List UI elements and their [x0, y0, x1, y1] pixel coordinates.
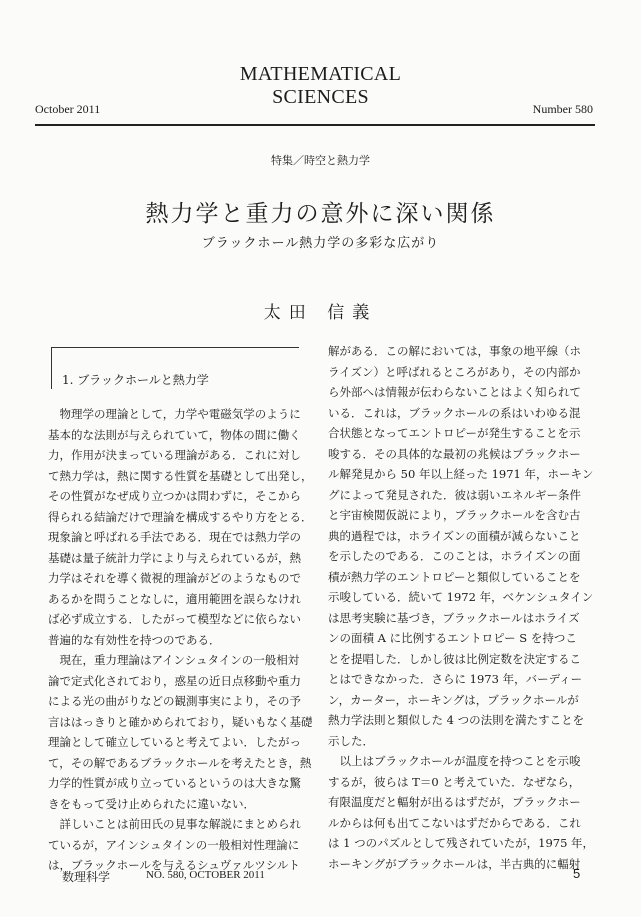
body-line: 物理学の理論として，力学や電磁気学のように	[48, 407, 301, 421]
body-line: ば必ず成立する．したがって模型などに依らない	[48, 612, 301, 626]
body-line: ホーキングがブラックホールは，半古典的に輻射	[328, 856, 581, 871]
body-line: 現象論と呼ばれる手法である．現在では熱力学の	[48, 530, 301, 544]
journal-title-line-1: MATHEMATICAL	[239, 63, 402, 85]
article-subtitle: ブラックホール熱力学の多彩な広がり	[201, 236, 440, 251]
body-line: ル解発見から 50 年以上経った 1971 年，ホーキン	[328, 467, 594, 481]
body-line: を示したのである．このことは，ホライズンの面	[328, 549, 581, 563]
article-title: 熱力学と重力の意外に深い関係	[145, 201, 496, 227]
body-line: 力学はそれを導く微視的理論がどのようなもので	[48, 571, 301, 585]
body-line: 解がある．この解においては，事象の地平線（ホ	[328, 344, 581, 358]
body-line: て熱力学は，熱に関する性質を基礎として出発し，	[48, 468, 313, 483]
journal-title-line-2: SCIENCES	[272, 86, 369, 108]
body-line: 示した．	[328, 733, 374, 748]
issue-date: October 2011	[35, 102, 101, 116]
body-line: ンの面積 A に比例するエントロピー S を持つこ	[328, 631, 577, 645]
body-line: その性質がなぜ成り立つかは問わずに，そこから	[48, 489, 301, 503]
article-body-left-column	[48, 404, 313, 876]
body-line: 理論として確立していると考えてよい．したがっ	[48, 735, 301, 749]
body-line: グによって発見された．彼は弱いエネルギー条件	[328, 487, 581, 502]
body-line: 力，作用が決まっている理論がある．これに対し	[48, 448, 301, 462]
body-line: 積が熱力学のエントロピーと類似していることを	[328, 569, 581, 584]
body-line: による光の曲がりなどの観測事実により，その予	[48, 694, 301, 708]
footer-journal-name: 数理科学	[62, 870, 111, 884]
body-line: 基本的な法則が与えられていて，物体の間に働く	[48, 427, 301, 442]
issue-number: Number 580	[532, 102, 593, 116]
body-line: ライズン）と呼ばれるところがあり，その内部か	[328, 364, 581, 379]
body-line: 普遍的な有効性を持つのである．	[48, 632, 221, 647]
body-line: ているが，アインシュタインの一般相対性理論に	[48, 837, 300, 852]
body-line: 論で定式化されており，惑星の近日点移動や重力	[48, 673, 301, 688]
body-line: と宇宙検閲仮説により，ブラックホールを含む古	[328, 508, 581, 522]
body-line: 唆する．その具体的な最初の兆候はブラックホー	[328, 446, 581, 461]
body-line: 力学的性質が成り立っているというのは大きな驚	[48, 776, 301, 790]
feature-label: 特集／時空と熱力学	[271, 154, 370, 167]
body-line: 熱力学法則と類似した 4 つの法則を満たすことを	[328, 713, 585, 727]
body-line: 典的過程では，ホライズンの面積が減らないこと	[328, 528, 581, 543]
body-line: きをもって受け止められたに違いない．	[48, 796, 255, 811]
article-body-right-column	[328, 341, 596, 874]
author-name: 太田 信義	[263, 303, 378, 323]
body-line: 基礎は量子統計力学により与えられているが，熱	[48, 550, 301, 565]
body-line: ン，カーター，ホーキングは，ブラックホールが	[328, 692, 579, 707]
section-heading: 1. ブラックホールと熱力学	[62, 373, 209, 387]
body-line: 有限温度だと輻射が出るはずだが，ブラックホー	[328, 795, 581, 809]
header-rule	[35, 124, 595, 126]
footer-issue-info: NO. 580, OCTOBER 2011	[146, 869, 265, 881]
body-line: ら外部へは情報が伝わらないことはよく知られて	[328, 385, 581, 399]
body-line: て，その解であるブラックホールを考えたとき，熱	[48, 755, 312, 770]
body-line: ルからは何も出てこないはずだからである．これ	[328, 815, 581, 830]
body-line: 言ははっきりと確かめられており，疑いもなく基礎	[48, 714, 313, 729]
body-line: 合状態となってエントロピーが発生することを示	[328, 426, 581, 440]
body-line: 詳しいことは前田氏の見事な解説にまとめられ	[48, 817, 301, 831]
body-line: は 1 つのパズルとして残されていたが，1975 年，	[328, 836, 595, 850]
body-line: あるかを問うことなしに，適用範囲を誤らなけれ	[48, 591, 301, 606]
body-line: は思考実験に基づき，ブラックホールはホライズ	[328, 610, 580, 625]
body-line: は，ブラックホールを与えるシュヴァルツシルト	[48, 858, 300, 872]
body-line: 現在，重力理論はアインシュタインの一般相対	[48, 653, 300, 667]
body-line: とを提唱した．しかし彼は比例定数を決定するこ	[328, 651, 581, 666]
body-line: とはできなかった．さらに 1973 年，バーディー	[328, 672, 583, 686]
body-line: いる．これは，ブラックホールの系はいわゆる混	[328, 405, 581, 420]
page-number: 5	[573, 866, 581, 881]
body-line: 得られる結論だけで理論を構成するやり方をとる．	[48, 509, 313, 524]
body-line: するが，彼らは T＝0 と考えていた．なぜなら，	[328, 774, 581, 789]
body-line: 示唆している．続いて 1972 年，ベケンシュタイン	[328, 590, 594, 604]
body-line: 以上はブラックホールが温度を持つことを示唆	[328, 754, 581, 768]
